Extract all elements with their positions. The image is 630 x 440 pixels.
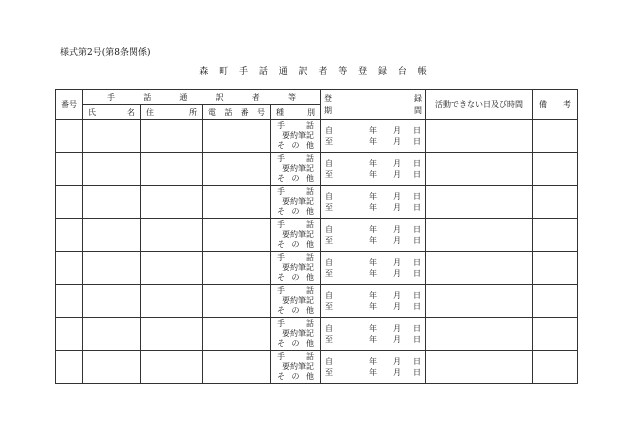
address-cell[interactable] <box>141 153 203 186</box>
address-char-2: 所 <box>189 107 197 117</box>
phone-cell[interactable] <box>203 153 271 186</box>
interpreter-group-char-4: 訳 <box>215 92 224 102</box>
phone-char-4: 号 <box>256 107 265 117</box>
period-from-line <box>325 158 421 169</box>
period-day-label: 日 <box>413 126 421 135</box>
interpreter-group-char-2: 話 <box>143 92 152 102</box>
interpreter-group-char-1: 手 <box>107 92 115 102</box>
period-day-label: 日 <box>413 302 421 311</box>
period-char-4: 間 <box>414 106 422 115</box>
type-option-text: の <box>291 372 300 381</box>
period-day-label: 日 <box>413 335 421 344</box>
remarks-cell[interactable] <box>533 285 578 318</box>
type-option <box>277 319 314 329</box>
type-cell[interactable] <box>271 120 321 153</box>
period-day-label: 日 <box>413 192 421 201</box>
phone-cell[interactable] <box>203 120 271 153</box>
type-option <box>277 372 314 382</box>
number-cell[interactable] <box>56 219 83 252</box>
interpreter-group-char-6: 等 <box>287 92 296 102</box>
period-prefix-label: 至 <box>325 236 333 245</box>
remarks-cell[interactable] <box>533 351 578 384</box>
type-cell[interactable] <box>271 318 321 351</box>
period-to-line <box>325 202 421 213</box>
type-option-text: 話 <box>306 253 314 262</box>
type-option-text: 要約筆記 <box>282 230 314 239</box>
type-char-1: 種 <box>276 107 284 117</box>
period-cell[interactable] <box>321 318 426 351</box>
type-option <box>277 220 314 230</box>
type-option-text: 他 <box>306 306 314 315</box>
type-option <box>277 352 314 362</box>
period-month-label: 月 <box>393 126 401 135</box>
period-from-line <box>325 323 421 334</box>
period-to-line <box>325 169 421 180</box>
type-cell[interactable] <box>271 252 321 285</box>
table-row <box>56 318 578 351</box>
type-option-text: そ <box>277 207 285 216</box>
unavailable-cell[interactable] <box>426 120 533 153</box>
period-month-label: 月 <box>393 269 401 278</box>
type-option-text: の <box>291 207 300 216</box>
address-char-1: 住 <box>146 107 154 117</box>
period-prefix-label: 至 <box>325 302 333 311</box>
period-month-label: 月 <box>393 225 401 234</box>
type-cell[interactable] <box>271 186 321 219</box>
type-cell[interactable] <box>271 285 321 318</box>
type-option <box>277 121 314 131</box>
address-cell[interactable] <box>141 252 203 285</box>
period-year-label: 年 <box>369 203 377 212</box>
type-option-text: そ <box>277 141 285 150</box>
unavailable-cell[interactable] <box>426 351 533 384</box>
table-row <box>56 351 578 384</box>
type-option-text: の <box>291 339 300 348</box>
address-cell[interactable] <box>141 120 203 153</box>
type-option <box>277 306 314 316</box>
type-option-text: の <box>291 273 300 282</box>
registry-table <box>55 89 578 384</box>
period-from-line <box>325 257 421 268</box>
period-month-label: 月 <box>393 159 401 168</box>
type-option-text: 話 <box>306 121 314 130</box>
period-day-label: 日 <box>413 225 421 234</box>
address-cell[interactable] <box>141 318 203 351</box>
name-char-1: 氏 <box>88 107 96 117</box>
type-option-text: 手 <box>277 121 285 130</box>
period-prefix-label: 自 <box>325 357 333 366</box>
name-char-2: 名 <box>127 107 135 117</box>
type-option-text: 話 <box>306 286 314 295</box>
period-month-label: 月 <box>393 302 401 311</box>
type-option-text: の <box>291 174 300 183</box>
period-month-label: 月 <box>393 137 401 146</box>
phone-cell[interactable] <box>203 318 271 351</box>
period-prefix-label: 自 <box>325 192 333 201</box>
period-year-label: 年 <box>369 137 377 146</box>
type-option <box>277 174 314 184</box>
type-option <box>277 131 314 141</box>
period-day-label: 日 <box>413 324 421 333</box>
period-to-line <box>325 367 421 378</box>
type-option-text: 話 <box>306 319 314 328</box>
type-option <box>277 230 314 240</box>
period-year-label: 年 <box>369 236 377 245</box>
period-prefix-label: 自 <box>325 225 333 234</box>
period-cell[interactable] <box>321 351 426 384</box>
period-month-label: 月 <box>393 258 401 267</box>
phone-char-3: 番 <box>240 107 249 117</box>
remarks-cell[interactable] <box>533 120 578 153</box>
period-char-2: 録 <box>414 94 422 103</box>
address-cell[interactable] <box>141 219 203 252</box>
period-cell[interactable] <box>321 219 426 252</box>
type-option-text: 要約筆記 <box>282 362 314 371</box>
period-year-label: 年 <box>369 357 377 366</box>
type-option-text: 要約筆記 <box>282 131 314 140</box>
period-cell[interactable] <box>321 252 426 285</box>
period-month-label: 月 <box>393 335 401 344</box>
type-option <box>277 296 314 306</box>
type-option-text: そ <box>277 174 285 183</box>
name-cell[interactable] <box>83 252 141 285</box>
period-month-label: 月 <box>393 324 401 333</box>
remarks-char-1: 備 <box>539 100 547 109</box>
period-from-line <box>325 290 421 301</box>
type-option <box>277 253 314 263</box>
type-option-text: 要約筆記 <box>282 197 314 206</box>
period-day-label: 日 <box>413 357 421 366</box>
header-address <box>141 105 203 120</box>
table-row <box>56 219 578 252</box>
document-title: 森 町 手 話 通 訳 者 等 登 録 台 帳 <box>199 67 431 77</box>
name-cell[interactable] <box>83 120 141 153</box>
type-option-text: 手 <box>277 286 285 295</box>
header-name <box>83 105 141 120</box>
period-prefix-label: 至 <box>325 137 333 146</box>
period-to-line <box>325 235 421 246</box>
table-row <box>56 252 578 285</box>
type-cell[interactable] <box>271 153 321 186</box>
address-cell[interactable] <box>141 351 203 384</box>
type-option <box>277 154 314 164</box>
name-cell[interactable] <box>83 318 141 351</box>
type-option-text: 話 <box>306 154 314 163</box>
period-to-line <box>325 301 421 312</box>
period-year-label: 年 <box>369 335 377 344</box>
period-day-label: 日 <box>413 137 421 146</box>
type-option-text: 話 <box>306 220 314 229</box>
type-option-text: 要約筆記 <box>282 164 314 173</box>
period-to-line <box>325 136 421 147</box>
period-char-1: 登 <box>324 94 332 103</box>
type-option-text: 手 <box>277 319 285 328</box>
period-from-line <box>325 191 421 202</box>
period-prefix-label: 至 <box>325 269 333 278</box>
period-year-label: 年 <box>369 302 377 311</box>
number-cell[interactable] <box>56 351 83 384</box>
type-cell[interactable] <box>271 219 321 252</box>
type-option <box>277 197 314 207</box>
period-prefix-label: 至 <box>325 203 333 212</box>
type-option-text: 手 <box>277 187 285 196</box>
period-day-label: 日 <box>413 258 421 267</box>
period-prefix-label: 自 <box>325 258 333 267</box>
number-cell[interactable] <box>56 285 83 318</box>
type-option-text: そ <box>277 240 285 249</box>
unavailable-cell[interactable] <box>426 153 533 186</box>
type-option-text: そ <box>277 273 285 282</box>
number-cell[interactable] <box>56 120 83 153</box>
period-year-label: 年 <box>369 170 377 179</box>
period-prefix-label: 自 <box>325 159 333 168</box>
unavailable-cell[interactable] <box>426 186 533 219</box>
type-option <box>277 339 314 349</box>
type-option <box>277 286 314 296</box>
type-option-text: 他 <box>306 141 314 150</box>
header-unavailable-times: 活動できない日及び時間 <box>426 90 533 120</box>
period-month-label: 月 <box>393 236 401 245</box>
remarks-cell[interactable] <box>533 252 578 285</box>
period-char-3: 期 <box>324 106 332 115</box>
period-prefix-label: 至 <box>325 368 333 377</box>
type-option <box>277 141 314 151</box>
type-option <box>277 273 314 283</box>
phone-cell[interactable] <box>203 252 271 285</box>
type-option-text: の <box>291 141 300 150</box>
type-option <box>277 263 314 273</box>
number-cell[interactable] <box>56 153 83 186</box>
type-option-text: そ <box>277 339 285 348</box>
period-year-label: 年 <box>369 368 377 377</box>
unavailable-cell[interactable] <box>426 285 533 318</box>
phone-cell[interactable] <box>203 351 271 384</box>
phone-char-2: 話 <box>224 107 233 117</box>
type-option-text: 他 <box>306 207 314 216</box>
period-year-label: 年 <box>369 258 377 267</box>
type-option <box>277 164 314 174</box>
type-option-text: 他 <box>306 273 314 282</box>
period-prefix-label: 自 <box>325 291 333 300</box>
type-cell[interactable] <box>271 351 321 384</box>
period-prefix-label: 至 <box>325 335 333 344</box>
type-option-text: 要約筆記 <box>282 296 314 305</box>
period-from-line <box>325 224 421 235</box>
period-from-line <box>325 356 421 367</box>
period-month-label: 月 <box>393 291 401 300</box>
period-year-label: 年 <box>369 126 377 135</box>
header-registration-period <box>321 90 426 120</box>
phone-cell[interactable] <box>203 219 271 252</box>
remarks-cell[interactable] <box>533 153 578 186</box>
address-cell[interactable] <box>141 285 203 318</box>
period-month-label: 月 <box>393 170 401 179</box>
period-prefix-label: 自 <box>325 126 333 135</box>
interpreter-group-char-3: 通 <box>179 92 188 102</box>
type-option-text: そ <box>277 372 285 381</box>
period-year-label: 年 <box>369 291 377 300</box>
period-cell[interactable] <box>321 120 426 153</box>
type-option-text: 話 <box>306 352 314 361</box>
type-char-2: 別 <box>307 107 315 117</box>
period-from-line <box>325 125 421 136</box>
period-day-label: 日 <box>413 368 421 377</box>
period-year-label: 年 <box>369 269 377 278</box>
header-interpreter-group <box>83 90 321 105</box>
period-month-label: 月 <box>393 368 401 377</box>
name-cell[interactable] <box>83 351 141 384</box>
period-day-label: 日 <box>413 269 421 278</box>
table-row <box>56 120 578 153</box>
period-day-label: 日 <box>413 203 421 212</box>
period-year-label: 年 <box>369 225 377 234</box>
type-option <box>277 329 314 339</box>
type-option-text: 他 <box>306 240 314 249</box>
type-option <box>277 207 314 217</box>
remarks-char-2: 考 <box>563 100 571 109</box>
type-option <box>277 187 314 197</box>
period-month-label: 月 <box>393 192 401 201</box>
period-cell[interactable] <box>321 153 426 186</box>
type-option-text: 手 <box>277 220 285 229</box>
remarks-cell[interactable] <box>533 219 578 252</box>
type-option <box>277 362 314 372</box>
unavailable-cell[interactable] <box>426 318 533 351</box>
phone-cell[interactable] <box>203 285 271 318</box>
table-row <box>56 153 578 186</box>
type-option-text: 手 <box>277 352 285 361</box>
number-cell[interactable] <box>56 252 83 285</box>
remarks-cell[interactable] <box>533 318 578 351</box>
type-option <box>277 240 314 250</box>
form-number: 様式第2号(第8条関係) <box>60 48 151 58</box>
header-number: 番号 <box>56 90 83 120</box>
header-phone <box>203 105 271 120</box>
number-cell[interactable] <box>56 318 83 351</box>
name-cell[interactable] <box>83 285 141 318</box>
type-option-text: 他 <box>306 372 314 381</box>
unavailable-cell[interactable] <box>426 252 533 285</box>
period-day-label: 日 <box>413 236 421 245</box>
header-remarks <box>533 90 578 120</box>
unavailable-cell[interactable] <box>426 219 533 252</box>
type-option-text: の <box>291 240 300 249</box>
type-option-text: 他 <box>306 174 314 183</box>
period-day-label: 日 <box>413 159 421 168</box>
type-option-text: 要約筆記 <box>282 263 314 272</box>
period-month-label: 月 <box>393 357 401 366</box>
type-option-text: 手 <box>277 154 285 163</box>
table-row <box>56 285 578 318</box>
period-month-label: 月 <box>393 203 401 212</box>
type-option-text: 他 <box>306 339 314 348</box>
type-option-text: 要約筆記 <box>282 329 314 338</box>
period-year-label: 年 <box>369 324 377 333</box>
period-day-label: 日 <box>413 170 421 179</box>
period-cell[interactable] <box>321 186 426 219</box>
phone-cell[interactable] <box>203 186 271 219</box>
period-cell[interactable] <box>321 285 426 318</box>
name-cell[interactable] <box>83 186 141 219</box>
interpreter-group-char-5: 者 <box>251 92 260 102</box>
table-row <box>56 186 578 219</box>
remarks-cell[interactable] <box>533 186 578 219</box>
type-option-text: そ <box>277 306 285 315</box>
name-cell[interactable] <box>83 153 141 186</box>
type-option-text: 手 <box>277 253 285 262</box>
period-to-line <box>325 268 421 279</box>
phone-char-1: 電 <box>208 107 216 117</box>
type-option-text: の <box>291 306 300 315</box>
period-year-label: 年 <box>369 159 377 168</box>
address-cell[interactable] <box>141 186 203 219</box>
number-cell[interactable] <box>56 186 83 219</box>
period-prefix-label: 至 <box>325 170 333 179</box>
period-day-label: 日 <box>413 291 421 300</box>
type-option-text: 話 <box>306 187 314 196</box>
period-year-label: 年 <box>369 192 377 201</box>
header-type <box>271 105 321 120</box>
period-prefix-label: 自 <box>325 324 333 333</box>
period-to-line <box>325 334 421 345</box>
name-cell[interactable] <box>83 219 141 252</box>
